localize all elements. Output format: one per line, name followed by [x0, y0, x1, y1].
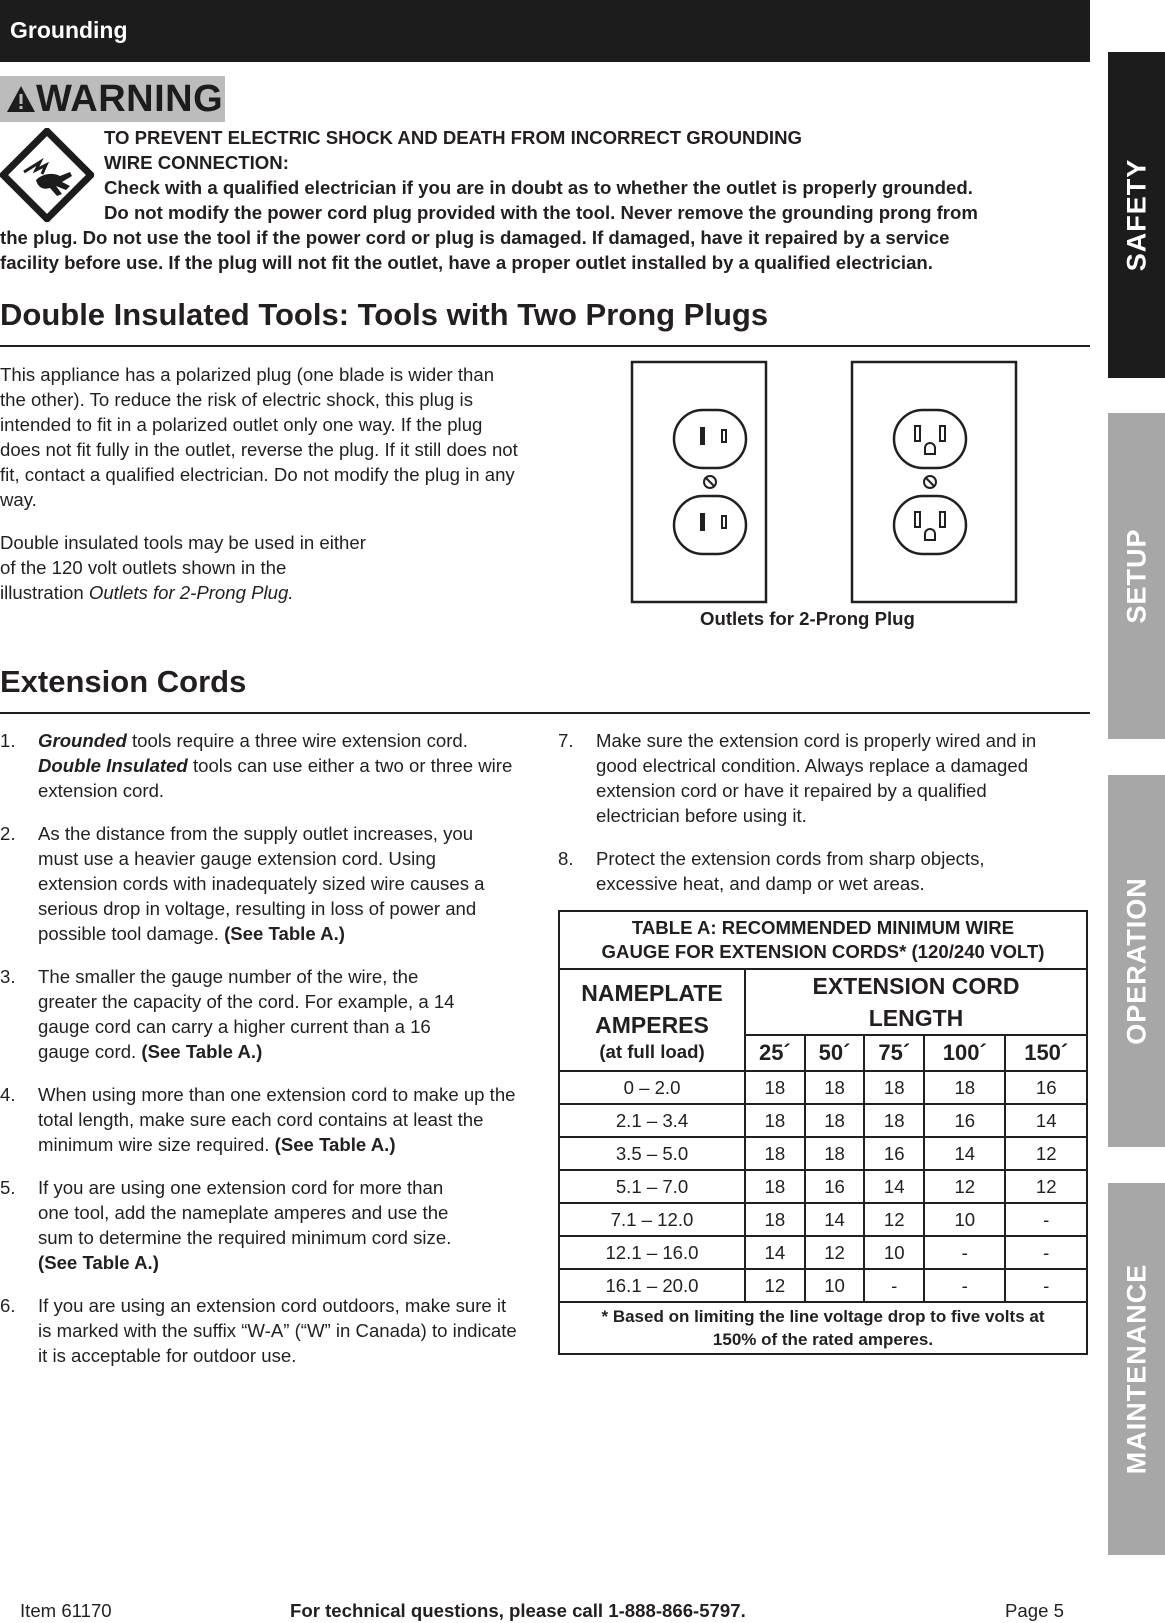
list-number: 4.	[0, 1084, 16, 1105]
tab-operation[interactable]	[1108, 775, 1165, 1147]
list-item	[558, 846, 1058, 896]
gauge-cell: 18	[864, 1104, 924, 1137]
tab-label: SETUP	[1121, 528, 1151, 624]
tab-setup[interactable]	[1108, 413, 1165, 739]
list-number: 5.	[0, 1177, 16, 1198]
header-line: AMPERES	[595, 1012, 709, 1038]
gauge-cell: 12	[805, 1236, 865, 1269]
footnote-line: * Based on limiting the line voltage drop to five volts at	[601, 1307, 1045, 1326]
warning-triangle-icon	[6, 84, 36, 114]
gauge-cell: 12	[864, 1203, 924, 1236]
table-row	[559, 1203, 1087, 1236]
gauge-cell: 12	[745, 1269, 805, 1302]
outlet-plate-right	[852, 362, 1016, 602]
header-line: LENGTH	[868, 1005, 964, 1031]
list-number: 1.	[0, 730, 16, 751]
gauge-cell: 10	[864, 1236, 924, 1269]
list-item	[0, 1082, 535, 1157]
length-header-cell: 75´	[864, 1035, 924, 1071]
section-divider	[0, 345, 1090, 347]
table-reference: (See Table A.)	[224, 923, 345, 944]
section-header	[0, 0, 1090, 62]
gauge-cell: 14	[805, 1203, 865, 1236]
warning-label: WARNING	[36, 78, 224, 120]
list-text: Protect the extension cords from sharp objects, excessive heat, and damp or wet areas.	[596, 848, 985, 894]
gauge-cell: 18	[805, 1104, 865, 1137]
length-header-cell: 50´	[805, 1035, 865, 1071]
section-title: Grounding	[10, 17, 128, 43]
table-reference: (See Table A.)	[38, 1252, 159, 1273]
tab-label: MAINTENANCE	[1121, 1263, 1151, 1475]
gauge-cell: -	[1005, 1203, 1087, 1236]
length-header-cell: 25´	[745, 1035, 805, 1071]
gauge-cell: 16	[805, 1170, 865, 1203]
gauge-cell: 18	[805, 1137, 865, 1170]
extension-cords-heading: Extension Cords	[0, 664, 247, 699]
warning-line: TO PREVENT ELECTRIC SHOCK AND DEATH FROM INCORRECT GROUNDING	[104, 127, 802, 148]
gauge-cell: 16	[1005, 1071, 1087, 1104]
amperes-cell: 12.1 – 16.0	[559, 1236, 745, 1269]
list-text: When using more than one extension cord to make up the total length, make sure each cord contains at least the minimum wire size required.	[38, 1084, 516, 1155]
gauge-cell: 18	[745, 1104, 805, 1137]
extension-cord-list-right	[558, 728, 1058, 914]
table-row	[559, 1137, 1087, 1170]
table-footnote	[559, 1302, 1087, 1354]
gauge-cell: -	[924, 1269, 1005, 1302]
amperes-cell: 16.1 – 20.0	[559, 1269, 745, 1302]
outlets-illustration	[630, 360, 1020, 605]
table-row	[559, 1269, 1087, 1302]
tab-label: OPERATION	[1121, 877, 1151, 1045]
list-number: 6.	[0, 1295, 16, 1316]
footer-page-number: Page 5	[1005, 1600, 1064, 1621]
list-text: tools require a three wire extension cord.	[126, 730, 468, 751]
amperes-column-header	[559, 969, 745, 1071]
amperes-cell: 0 – 2.0	[559, 1071, 745, 1104]
list-text: If you are using an extension cord outdoors, make sure it is marked with the suffix “W-A” (“W” in Canada) to indicate it is acceptable for outdoor use.	[38, 1295, 517, 1366]
table-caption-line: GAUGE FOR EXTENSION CORDS* (120/240 VOLT)	[601, 941, 1045, 962]
grounded-term: Grounded	[38, 730, 127, 751]
list-text: The smaller the gauge number of the wire, the greater the capacity of the cord. For example, a 14 gauge cord can carry a higher current than a 16 gauge cord.	[38, 966, 455, 1062]
list-text: As the distance from the supply outlet increases, you must use a heavier gauge extension cord. Using extension cords with inadequately sized wire causes a serious drop in voltage, resulting in loss of power and possible tool damage.	[38, 823, 485, 944]
list-item	[0, 821, 535, 946]
figure-caption: Outlets for 2-Prong Plug	[700, 608, 915, 629]
outlet-usage-paragraph	[0, 530, 370, 605]
header-note: (at full load)	[599, 1041, 705, 1062]
footer-item-number: Item 61170	[20, 1600, 112, 1621]
warning-message	[0, 125, 1092, 275]
gauge-cell: 18	[924, 1071, 1005, 1104]
table-reference: (See Table A.)	[141, 1041, 263, 1062]
gauge-cell: 18	[864, 1071, 924, 1104]
gauge-cell: 18	[745, 1137, 805, 1170]
extension-cord-list-left	[0, 728, 535, 1386]
list-text: Make sure the extension cord is properly wired and in good electrical condition. Always replace a damaged extension cord or have it repaired by a qualified electrician before using it.	[596, 730, 1037, 826]
footer-support-phone: For technical questions, please call 1-888-866-5797.	[290, 1600, 746, 1621]
table-row	[559, 1170, 1087, 1203]
gauge-cell: -	[924, 1236, 1005, 1269]
footnote-line: 150% of the rated amperes.	[712, 1330, 934, 1349]
warning-badge	[0, 76, 225, 122]
header-line: NAMEPLATE	[581, 980, 723, 1006]
list-item	[0, 964, 535, 1064]
length-header-cell: 100´	[924, 1035, 1005, 1071]
gauge-cell: 16	[864, 1137, 924, 1170]
double-insulated-text	[0, 362, 520, 623]
wire-gauge-table	[558, 910, 1088, 1355]
gauge-cell: 12	[1005, 1137, 1087, 1170]
list-item	[0, 1293, 535, 1368]
gauge-cell: 14	[864, 1170, 924, 1203]
gauge-cell: 16	[924, 1104, 1005, 1137]
list-text: If you are using one extension cord for more than one tool, add the nameplate amperes and use the sum to determine the required minimum cord size.	[38, 1177, 452, 1248]
list-item	[558, 728, 1058, 828]
table-row	[559, 1236, 1087, 1269]
list-item	[0, 728, 535, 803]
polarized-plug-paragraph: This appliance has a polarized plug (one blade is wider than the other). To reduce the risk of electric shock, this plug is intended to fit in a polarized outlet only one way. If the plug does not fit fully in the outlet, reverse the plug. If it still does not fit, contact a qualified electrician. Do not modify the plug in any way.	[0, 364, 518, 510]
double-insulated-term: Double Insulated	[38, 755, 188, 776]
table-caption-line: TABLE A: RECOMMENDED MINIMUM WIRE	[631, 917, 1015, 938]
tab-label: SAFETY	[1121, 158, 1151, 272]
warning-line: Check with a qualified electrician if you are in doubt as to whether the outlet is properly grounded.	[104, 177, 973, 198]
outlet-figure-reference: Outlets for 2-Prong Plug.	[88, 582, 294, 603]
gauge-cell: 12	[924, 1170, 1005, 1203]
amperes-cell: 3.5 – 5.0	[559, 1137, 745, 1170]
amperes-cell: 7.1 – 12.0	[559, 1203, 745, 1236]
table-row	[559, 1071, 1087, 1104]
gauge-cell: 18	[745, 1203, 805, 1236]
gauge-cell: -	[1005, 1269, 1087, 1302]
gauge-cell: 18	[745, 1170, 805, 1203]
gauge-cell: -	[1005, 1236, 1087, 1269]
outlet-usage-text: Double insulated tools may be used in either of the 120 volt outlets shown in the illustration	[0, 532, 366, 603]
length-column-header	[745, 969, 1087, 1035]
gauge-cell: 14	[1005, 1104, 1087, 1137]
list-number: 7.	[558, 730, 574, 751]
gauge-cell: 14	[924, 1137, 1005, 1170]
warning-line: Do not modify the power cord plug provided with the tool. Never remove the grounding prong from	[104, 202, 978, 223]
table-row	[559, 1104, 1087, 1137]
tab-safety[interactable]	[1108, 52, 1165, 378]
gauge-cell: 18	[805, 1071, 865, 1104]
warning-line: WIRE CONNECTION:	[104, 152, 289, 173]
list-number: 8.	[558, 848, 574, 869]
table-caption	[559, 911, 1087, 969]
gauge-cell: 12	[1005, 1170, 1087, 1203]
gauge-cell: 18	[745, 1071, 805, 1104]
list-number: 3.	[0, 966, 16, 987]
gauge-cell: 10	[805, 1269, 865, 1302]
list-number: 2.	[0, 823, 16, 844]
outlet-plate-left	[632, 362, 766, 602]
gauge-cell: 10	[924, 1203, 1005, 1236]
tab-maintenance[interactable]	[1108, 1183, 1165, 1555]
list-item	[0, 1175, 535, 1275]
amperes-cell: 2.1 – 3.4	[559, 1104, 745, 1137]
table-reference: (See Table A.)	[274, 1134, 396, 1155]
amperes-cell: 5.1 – 7.0	[559, 1170, 745, 1203]
warning-line: the plug. Do not use the tool if the power cord or plug is damaged. If damaged, have it repaired by a service	[0, 227, 950, 248]
double-insulated-heading: Double Insulated Tools: Tools with Two Prong Plugs	[0, 297, 769, 332]
length-header-cell: 150´	[1005, 1035, 1087, 1071]
header-line: EXTENSION CORD	[812, 973, 1020, 999]
gauge-cell: 14	[745, 1236, 805, 1269]
screw-icon	[704, 476, 716, 488]
section-divider	[0, 712, 1090, 714]
gauge-cell: -	[864, 1269, 924, 1302]
warning-line: facility before use. If the plug will not fit the outlet, have a proper outlet installed by a qualified electrician.	[0, 252, 933, 273]
table-body	[559, 1071, 1087, 1302]
list-text: tools can use either a two or three wire extension cord.	[38, 755, 513, 801]
